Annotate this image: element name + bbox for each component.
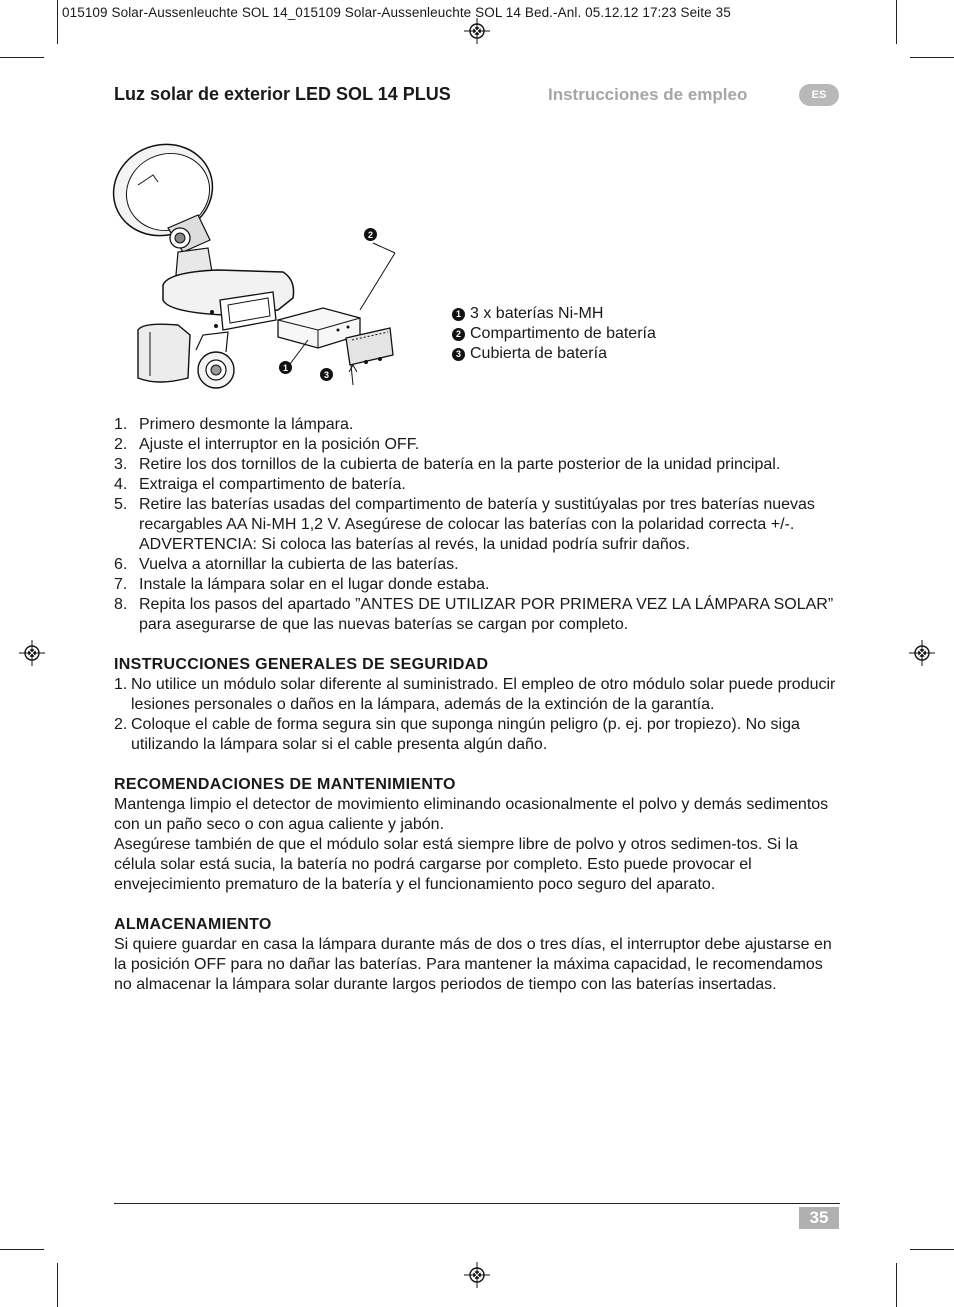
step-text: Extraiga el compartimento de batería. <box>139 476 406 493</box>
page-number: 35 <box>799 1207 839 1229</box>
page-subtitle: Instrucciones de empleo <box>548 85 748 104</box>
step-number: 7. <box>114 576 128 593</box>
step-number: 2. <box>114 436 128 453</box>
registration-mark-top-icon <box>464 18 490 44</box>
crop-mark-br-v <box>896 1263 897 1307</box>
step-number: 8. <box>114 596 128 613</box>
list-item <box>114 575 840 595</box>
legend-text: Cubierta de batería <box>470 345 607 362</box>
crop-mark-tl-h <box>0 57 44 58</box>
registration-mark-right-icon <box>909 640 935 666</box>
legend-item <box>452 324 656 344</box>
storage-heading: ALMACENAMIENTO <box>114 916 272 933</box>
battery-replacement-illustration <box>108 140 408 395</box>
crop-mark-tr-h <box>910 57 954 58</box>
callout-1: 1 <box>279 361 292 374</box>
item-number: 2. <box>114 716 128 733</box>
step-text: Repita los pasos del apartado ”ANTES DE UTILIZAR POR PRIMERA VEZ LA LÁMPARA SOLAR” para asegurarse de que las nuevas baterías se cargan por completo. <box>139 596 834 633</box>
legend-num: 3 <box>452 348 465 361</box>
registration-mark-bottom-icon <box>464 1262 490 1288</box>
list-item <box>114 415 840 435</box>
crop-mark-bl-h <box>0 1249 44 1250</box>
step-number: 1. <box>114 416 128 433</box>
safety-heading: INSTRUCCIONES GENERALES DE SEGURIDAD <box>114 656 489 673</box>
step-number: 3. <box>114 456 128 473</box>
warning-text: ADVERTENCIA: Si coloca las baterías al revés, la unidad podría sufrir daños. <box>139 536 691 553</box>
crop-mark-tl-v <box>57 0 58 44</box>
item-text: Coloque el cable de forma segura sin que suponga ningún peligro (p. ej. por tropiezo). No siga utilizando la lámpara solar si el cable presenta algún daño. <box>131 716 800 753</box>
maintenance-paragraph: Asegúrese también de que el módulo solar está siempre libre de polvo y otros sedimen-tos. Si la célula solar está sucia, la batería no podrá cargarse por completo. Esto puede provocar el envejecimiento prematuro de la batería y el funcionamiento poco seguro del aparato. <box>114 836 798 893</box>
legend-text: Compartimento de batería <box>470 325 656 342</box>
legend-num: 1 <box>452 308 465 321</box>
step-number: 4. <box>114 476 128 493</box>
print-info: 015109 Solar-Aussenleuchte SOL 14_015109 Solar-Aussenleuchte SOL 14 Bed.-Anl. 05.12.12 17:23 Seite 35 <box>62 5 731 20</box>
legend-num: 2 <box>452 328 465 341</box>
maintenance-paragraph: Mantenga limpio el detector de movimiento eliminando ocasionalmente el polvo y demás sedimentos con un paño seco o con agua caliente y jabón. <box>114 796 829 833</box>
legend-text: 3 x baterías Ni-MH <box>470 305 604 322</box>
list-item <box>114 435 840 455</box>
step-number: 5. <box>114 496 128 513</box>
registration-mark-left-icon <box>19 640 45 666</box>
storage-paragraph: Si quiere guardar en casa la lámpara durante más de dos o tres días, el interruptor debe ajustarse en la posición OFF para no dañar las baterías. Para mantener la máxima capacidad, le recomendamos no almacenar la lámpara solar durante largos periodos de tiempo con las baterías insertadas. <box>114 936 832 993</box>
page-title: Luz solar de exterior LED SOL 14 PLUS <box>114 84 451 104</box>
step-text: Ajuste el interruptor en la posición OFF. <box>139 436 420 453</box>
list-item <box>114 475 840 495</box>
list-item <box>114 455 840 475</box>
legend-item <box>452 344 656 364</box>
list-item <box>114 595 840 635</box>
item-number: 1. <box>114 676 128 693</box>
callout-3: 3 <box>320 368 333 381</box>
list-item <box>114 555 840 575</box>
legend-item <box>452 304 656 324</box>
footer-divider <box>114 1203 840 1204</box>
safety-list <box>114 675 840 755</box>
figure-legend <box>452 304 656 364</box>
crop-mark-br-h <box>910 1249 954 1250</box>
crop-mark-tr-v <box>896 0 897 44</box>
replacement-steps <box>114 415 840 635</box>
step-text: Retire los dos tornillos de la cubierta de batería en la parte posterior de la unidad principal. <box>139 456 781 473</box>
callout-2: 2 <box>364 228 377 241</box>
step-text: Retire las baterías usadas del compartimento de batería y sustitúyalas por tres baterías nuevas recargables AA Ni-MH 1,2 V. Asegúrese de colocar las baterías con la polaridad correcta +/-. <box>139 496 815 533</box>
step-text: Instale la lámpara solar en el lugar donde estaba. <box>139 576 490 593</box>
step-text: Primero desmonte la lámpara. <box>139 416 354 433</box>
list-item <box>114 715 840 755</box>
maintenance-heading: RECOMENDACIONES DE MANTENIMIENTO <box>114 776 456 793</box>
list-item <box>114 495 840 555</box>
item-text: No utilice un módulo solar diferente al suministrado. El empleo de otro módulo solar puede producir lesiones personales o daños en la lámpara, además de la extinción de la garantía. <box>131 676 836 713</box>
step-text: Vuelva a atornillar la cubierta de las baterías. <box>139 556 459 573</box>
main-content <box>114 415 840 995</box>
step-number: 6. <box>114 556 128 573</box>
language-badge: ES <box>799 84 839 106</box>
crop-mark-bl-v <box>57 1263 58 1307</box>
list-item <box>114 675 840 715</box>
